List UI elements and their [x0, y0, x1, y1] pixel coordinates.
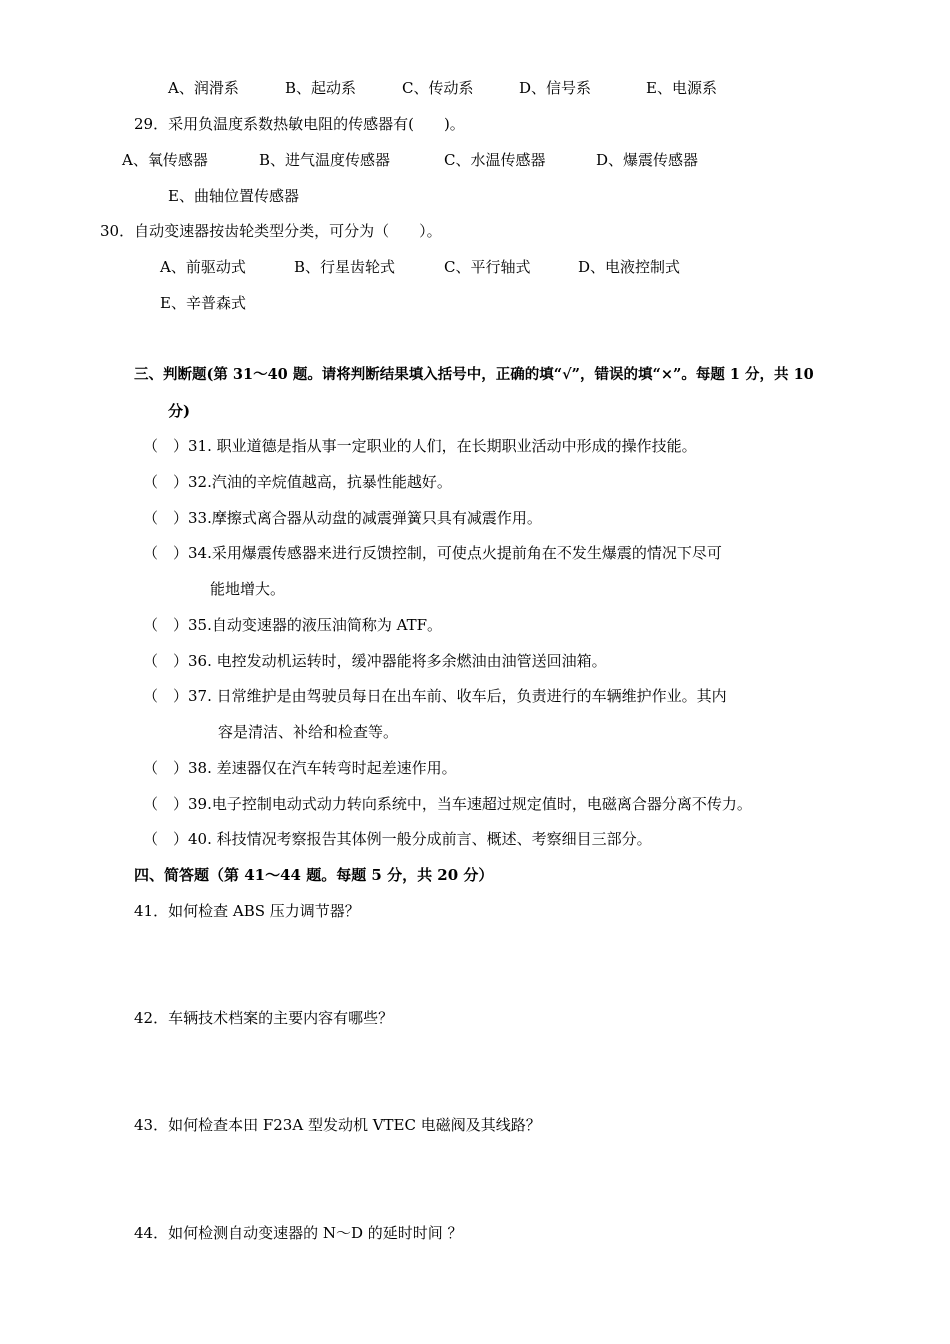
- short-answer-44: 44．如何检测自动变速器的 N～D 的延时时间 ？: [134, 1224, 463, 1242]
- tf-item-36: （ ）36. 电控发动机运转时，缓冲器能将多余燃油由油管送回油箱。: [143, 652, 607, 670]
- q30-option-c: C、平行轴式: [444, 258, 531, 276]
- section4-heading: 四、简答题（第 41～44 题。每题 5 分，共 20 分）: [134, 866, 494, 884]
- q28-option-a: A、润滑系: [168, 79, 239, 97]
- tf-item-40: （ ）40. 科技情况考察报告其体例一般分成前言、概述、考察细目三部分。: [143, 830, 652, 848]
- q28-option-e: E、电源系: [646, 79, 717, 97]
- q28-option-c: C、传动系: [402, 79, 474, 97]
- q30-option-b: B、行星齿轮式: [294, 258, 396, 276]
- tf-item-37-cont: 容是清洁、补给和检查等。: [218, 723, 399, 741]
- q28-option-d: D、信号系: [519, 79, 592, 97]
- tf-item-35: （ ）35.自动变速器的液压油简称为 ATF。: [143, 616, 443, 634]
- q29-option-b: B、进气温度传感器: [259, 151, 391, 169]
- tf-item-38: （ ）38. 差速器仅在汽车转弯时起差速作用。: [143, 759, 457, 777]
- q29-option-a: A、氧传感器: [122, 151, 208, 169]
- q30-option-d: D、电液控制式: [578, 258, 681, 276]
- q28-option-b: B、起动系: [285, 79, 357, 97]
- short-answer-41: 41．如何检查 ABS 压力调节器？: [134, 902, 360, 920]
- section3-heading-cont: 分): [168, 402, 191, 420]
- tf-item-34-cont: 能地增大。: [210, 580, 286, 598]
- q29-stem: 29．采用负温度系数热敏电阻的传感器有( )。: [134, 115, 465, 133]
- section3-heading: 三、判断题(第 31～40 题。请将判断结果填入括号中，正确的填“√”，错误的填“×”。每题 1 分，共 10: [134, 366, 814, 383]
- short-answer-42: 42．车辆技术档案的主要内容有哪些？: [134, 1009, 394, 1027]
- tf-item-39: （ ）39.电子控制电动式动力转向系统中，当车速超过规定值时，电磁离合器分离不传力。: [143, 795, 752, 813]
- tf-item-31: （ ）31. 职业道德是指从事一定职业的人们，在长期职业活动中形成的操作技能。: [143, 437, 697, 455]
- q30-option-a: A、前驱动式: [160, 258, 246, 276]
- tf-item-32: （ ）32.汽油的辛烷值越高，抗暴性能越好。: [143, 473, 452, 491]
- q30-stem: 30．自动变速器按齿轮类型分类，可分为（ ）。: [100, 222, 442, 240]
- tf-item-33: （ ）33.摩擦式离合器从动盘的减震弹簧只具有减震作用。: [143, 509, 542, 527]
- q29-option-e: E、曲轴位置传感器: [168, 187, 299, 205]
- q29-option-c: C、水温传感器: [444, 151, 546, 169]
- tf-item-37: （ ）37. 日常维护是由驾驶员每日在出车前、收车后，负责进行的车辆维护作业。其内: [143, 687, 727, 705]
- q30-option-e: E、辛普森式: [160, 294, 246, 312]
- short-answer-43: 43．如何检查本田 F23A 型发动机 VTEC 电磁阀及其线路？: [134, 1116, 541, 1134]
- q29-option-d: D、爆震传感器: [596, 151, 699, 169]
- tf-item-34: （ ）34.采用爆震传感器来进行反馈控制，可使点火提前角在不发生爆震的情况下尽可: [143, 544, 722, 562]
